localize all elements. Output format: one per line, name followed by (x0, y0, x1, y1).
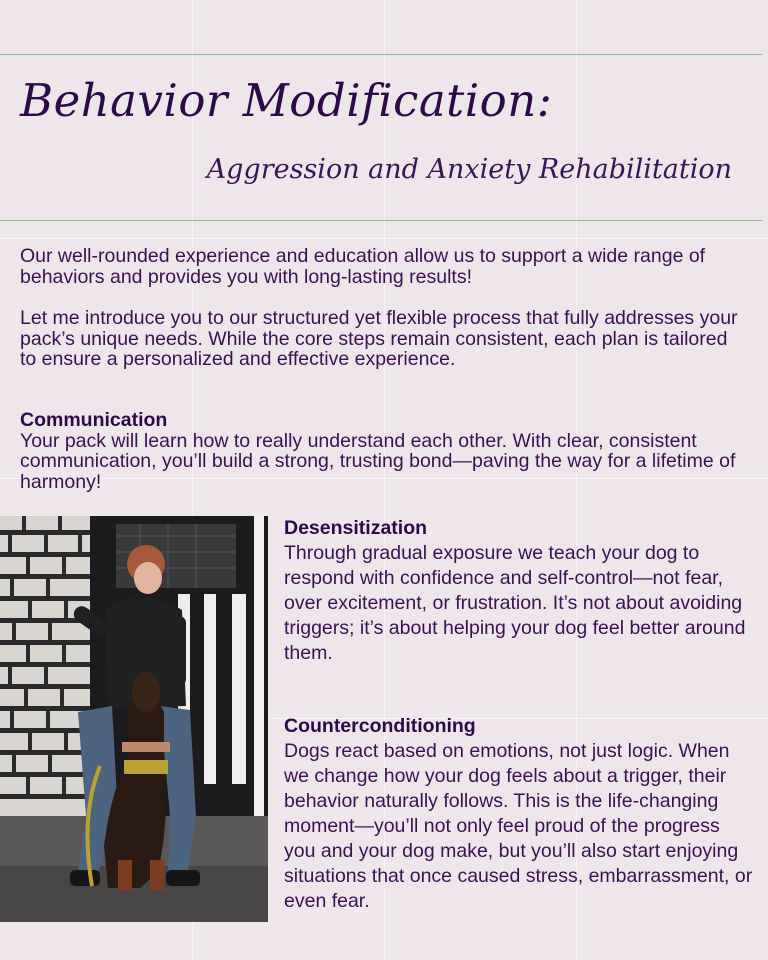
communication-heading: Communication (20, 409, 168, 431)
communication-body: Your pack will learn how to really understand each other. With clear, consistent communication, you’ll build a strong, trusting bond—paving the way for a lifetime of harmony! (20, 429, 736, 493)
intro-paragraph: Our well-rounded experience and education allow us to support a wide range of behaviors and provides you with long-lasting results! (20, 245, 706, 288)
desensitization-section (284, 516, 754, 666)
page-title: Behavior Modification: (20, 74, 553, 127)
header-divider (0, 220, 762, 221)
counterconditioning-section (284, 714, 754, 914)
desensitization-heading: Desensitization (284, 517, 428, 539)
communication-section (20, 410, 746, 492)
trainer-with-dog-photo (0, 516, 268, 922)
process-paragraph: Let me introduce you to our structured yet flexible process that fully addresses your pack’s unique needs. While the core steps remain consistent, each plan is tailored to ensure a personalized and effective experience. (20, 307, 738, 370)
counterconditioning-body: Dogs react based on emotions, not just logic. When we change how your dog feels about a trigger, their behavior naturally follows. This is the life-changing moment—you’ll not only feel proud of the progress you and your dog make, but you’ll also start enjoying situations that once caused stress, embarrassment, or even fear. (284, 740, 753, 912)
page-subtitle: Aggression and Anxiety Rehabilitation (206, 154, 732, 185)
top-divider (0, 54, 762, 55)
desensitization-body: Through gradual exposure we teach your dog to respond with confidence and self-control—not fear, over excitement, or frustration. It’s not about avoiding triggers; it’s about helping your dog feel better around them. (284, 542, 746, 664)
counterconditioning-heading: Counterconditioning (284, 715, 476, 737)
